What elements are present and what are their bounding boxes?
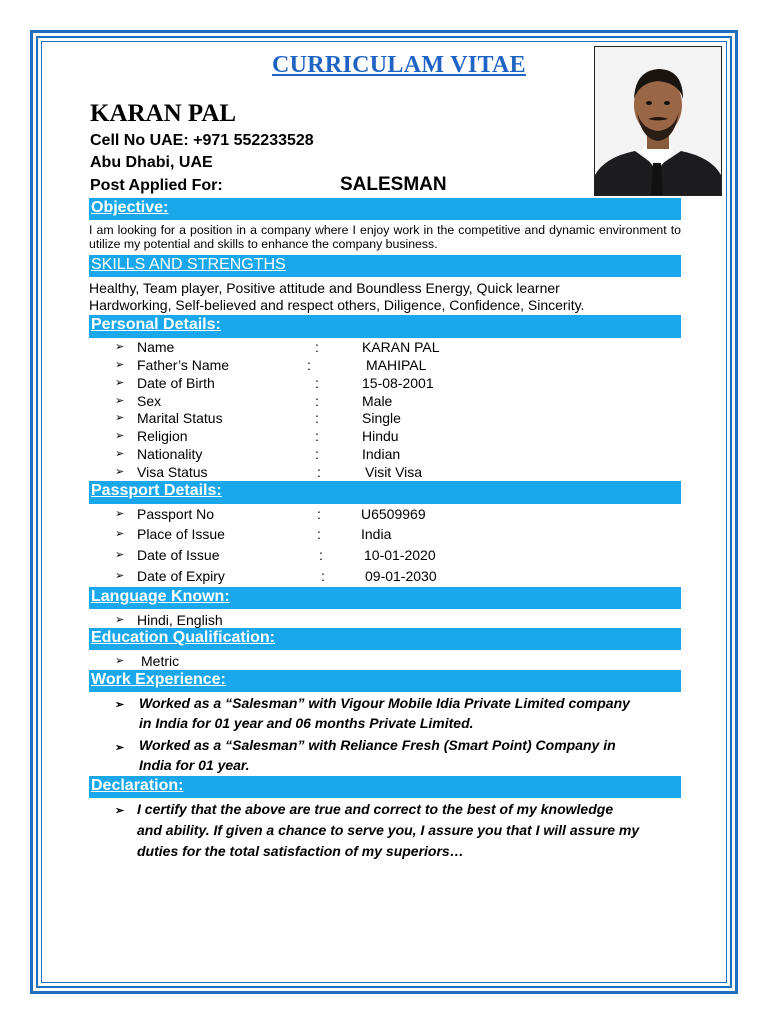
section-heading-work: Work Experience: xyxy=(91,671,226,688)
section-bar-passport xyxy=(89,481,681,504)
detail-label: Name xyxy=(137,339,175,355)
section-heading-passport: Passport Details: xyxy=(91,482,222,499)
detail-label: Religion xyxy=(137,428,188,444)
detail-label: Place of Issue xyxy=(137,526,225,542)
detail-colon: : xyxy=(315,446,319,462)
section-bar-declaration xyxy=(89,776,681,798)
detail-colon: : xyxy=(317,506,321,522)
bullet-arrow-icon: ➢ xyxy=(115,448,125,460)
bullet-arrow-icon: ➢ xyxy=(115,359,125,371)
bullet-arrow-icon: ➢ xyxy=(115,614,125,626)
work-item-1-line-1: Worked as a “Salesman” with Vigour Mobile Idia Private Limited company xyxy=(139,695,630,711)
detail-value: 09-01-2030 xyxy=(365,568,437,584)
declaration-line-2: and ability. If given a chance to serve you, I assure you that I will assure my xyxy=(137,822,640,838)
detail-colon: : xyxy=(317,526,321,542)
detail-label: Sex xyxy=(137,393,162,409)
section-bar-work xyxy=(89,670,681,692)
bullet-arrow-icon: ➢ xyxy=(115,508,125,520)
section-bar-personal xyxy=(89,315,681,338)
skills-line-2: Hardworking, Self-believed and respect others, Diligence, Confidence, Sincerity. xyxy=(89,297,585,313)
section-bar-education xyxy=(89,628,681,650)
detail-value: 15-08-2001 xyxy=(362,375,434,391)
detail-colon: : xyxy=(315,393,319,409)
detail-value: MAHIPAL xyxy=(366,357,427,373)
bullet-arrow-icon: ➢ xyxy=(115,699,125,711)
section-heading-language: Language Known: xyxy=(91,588,230,605)
education-value: Metric xyxy=(141,653,180,669)
detail-value: Male xyxy=(362,393,393,409)
post-label: Post Applied For: xyxy=(90,177,223,194)
detail-colon: : xyxy=(317,464,321,480)
bullet-arrow-icon: ➢ xyxy=(115,341,125,353)
bullet-arrow-icon: ➢ xyxy=(115,655,125,667)
work-item-2-line-1: Worked as a “Salesman” with Reliance Fresh (Smart Point) Company in xyxy=(139,737,616,753)
detail-label: Date of Issue xyxy=(137,547,220,563)
detail-value: 10-01-2020 xyxy=(364,547,436,563)
detail-colon: : xyxy=(315,339,319,355)
bullet-arrow-icon: ➢ xyxy=(115,528,125,540)
detail-label: Date of Expiry xyxy=(137,568,225,584)
detail-colon: : xyxy=(307,357,311,373)
section-bar-skills xyxy=(89,255,681,277)
work-item-1-line-2: in India for 01 year and 06 months Private Limited. xyxy=(139,715,474,731)
detail-label: Father’s Name xyxy=(137,357,230,373)
bullet-arrow-icon: ➢ xyxy=(115,466,125,478)
cell-number: Cell No UAE: +971 552233528 xyxy=(90,132,314,149)
bullet-arrow-icon: ➢ xyxy=(115,430,125,442)
section-heading-personal: Personal Details: xyxy=(91,316,221,333)
detail-value: Hindu xyxy=(362,428,399,444)
section-bar-objective xyxy=(89,198,681,220)
section-heading-education: Education Qualification: xyxy=(91,629,276,646)
detail-colon: : xyxy=(315,428,319,444)
detail-colon: : xyxy=(319,547,323,563)
post-value: SALESMAN xyxy=(340,174,447,195)
declaration-line-1: I certify that the above are true and correct to the best of my knowledge xyxy=(137,801,614,817)
detail-value: U6509969 xyxy=(361,506,426,522)
page-title: CURRICULAM VITAE xyxy=(272,52,526,78)
detail-colon: : xyxy=(315,375,319,391)
detail-value: KARAN PAL xyxy=(362,339,440,355)
detail-label: Marital Status xyxy=(137,410,223,426)
section-bar-language xyxy=(89,587,681,609)
location: Abu Dhabi, UAE xyxy=(90,154,213,171)
bullet-arrow-icon: ➢ xyxy=(115,377,125,389)
detail-value: Indian xyxy=(362,446,401,462)
bullet-arrow-icon: ➢ xyxy=(115,549,125,561)
section-heading-objective: Objective: xyxy=(91,199,169,216)
profile-photo xyxy=(594,46,722,196)
objective-text: I am looking for a position in a company where I enjoy work in the competitive and dynamic environment to utilize my potential and skills to enhance the company business. xyxy=(89,223,681,251)
bullet-arrow-icon: ➢ xyxy=(115,570,125,582)
bullet-arrow-icon: ➢ xyxy=(115,805,125,817)
skills-line-1: Healthy, Team player, Positive attitude and Boundless Energy, Quick learner xyxy=(89,280,560,296)
language-value: Hindi, English xyxy=(137,612,223,628)
detail-label: Passport No xyxy=(137,506,215,522)
detail-label: Visa Status xyxy=(137,464,208,480)
bullet-arrow-icon: ➢ xyxy=(115,412,125,424)
declaration-line-3: duties for the total satisfaction of my superiors… xyxy=(137,843,464,859)
candidate-name: KARAN PAL xyxy=(90,100,237,127)
detail-value: Visit Visa xyxy=(365,464,423,480)
bullet-arrow-icon: ➢ xyxy=(115,742,125,754)
detail-colon: : xyxy=(321,568,325,584)
detail-value: India xyxy=(361,526,392,542)
detail-label: Date of Birth xyxy=(137,375,215,391)
section-heading-declaration: Declaration: xyxy=(91,777,184,794)
work-item-2-line-2: India for 01 year. xyxy=(139,757,250,773)
bullet-arrow-icon: ➢ xyxy=(115,395,125,407)
detail-value: Single xyxy=(362,410,401,426)
detail-colon: : xyxy=(315,410,319,426)
detail-label: Nationality xyxy=(137,446,203,462)
section-heading-skills: SKILLS AND STRENGTHS xyxy=(91,256,286,273)
